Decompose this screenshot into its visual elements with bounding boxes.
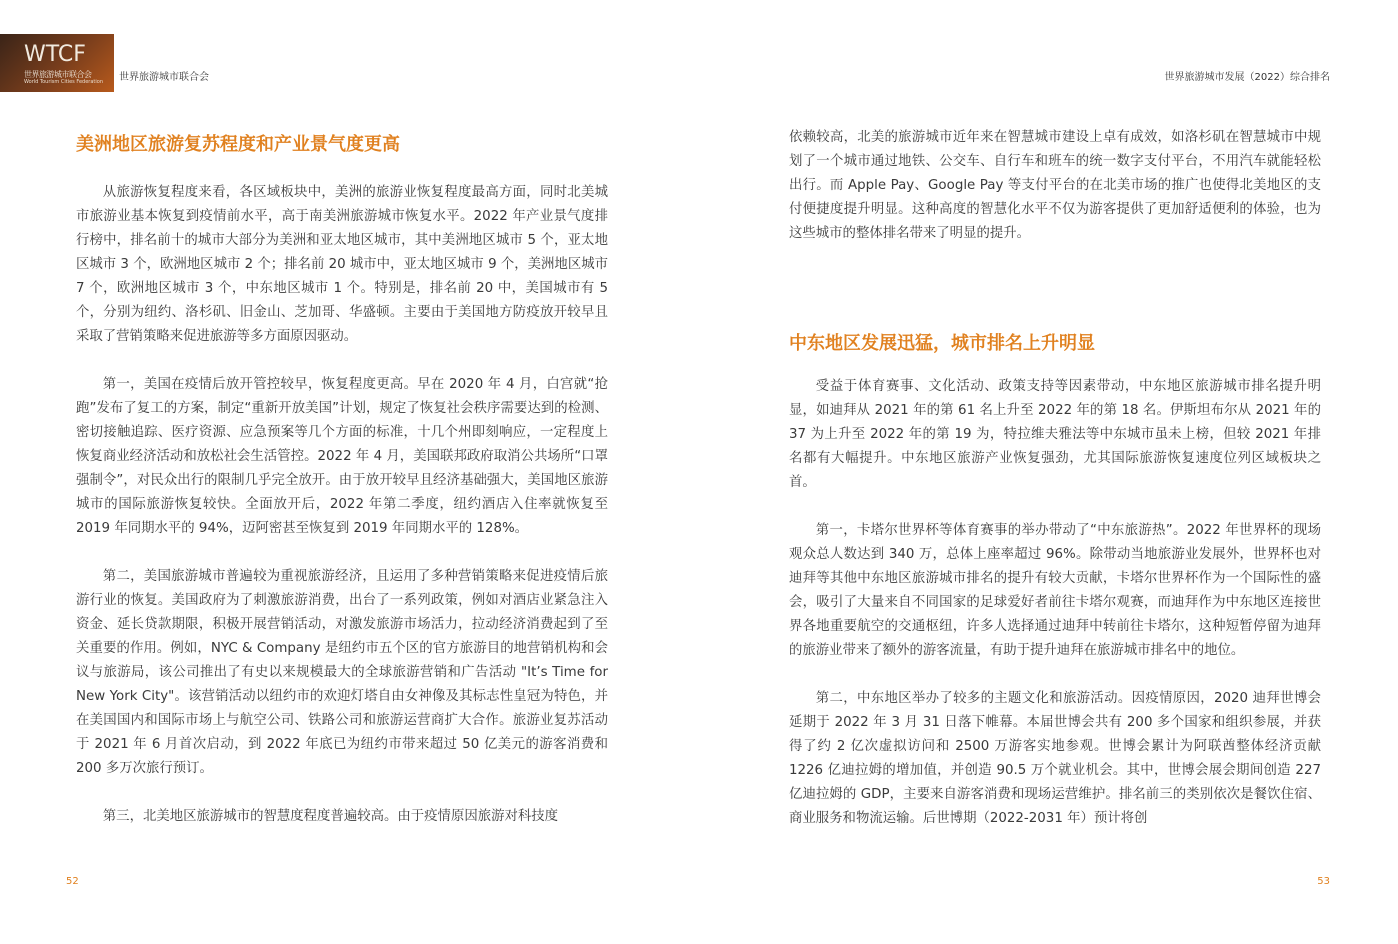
paragraph: 第二，美国旅游城市普遍较为重视旅游经济，且运用了多种营销策略来促进疫情后旅游行业的恢复。美国政府为了刺激旅游消费，出台了一系列政策，例如对酒店业紧急注入资金、延长贷款期限，积极开展营销活动，对激发旅游市场活力，拉动经济消费起到了至关重要的作用。例如，NYC & Company 是纽约市五个区的官方旅游目的地营销机构和会议与旅游局，该公司推出了有史以来规模最大的全球旅游营销和广告活动 "It’s Time for New York City"。该营销活动以纽约市的欢迎灯塔自由女神像及其标志性皇冠为特色，并在美国国内和国际市场上与航空公司、铁路公司和旅游运营商扩大合作。旅游业复苏活动于 2021 年 6 月首次启动，到 2022 年底已为纽约市带来超过 50 亿美元的游客消费和 200 多万次旅行预订。 xyxy=(76,569,608,776)
paragraph: 第二，中东地区举办了较多的主题文化和旅游活动。因疫情原因，2020 迪拜世博会延期于 2022 年 3 月 31 日落下帷幕。本届世博会共有 200 多个国家和组织参展，并获得了约 2 亿次虚拟访问和 2500 万游客实地参观。世博会累计为阿联酋整体经济贡献 1226 亿迪拉姆的增加值，并创造 90.5 万个就业机会。其中，世博会展会期间创造 227 亿迪拉姆的 GDP，主要来自游客消费和现场运营维护。排名前三的类别依次是餐饮住宿、商业服务和物流运输。后世博期（2022-2031 年）预计将创 xyxy=(789,691,1321,826)
paragraph: 受益于体育赛事、文化活动、政策支持等因素带动，中东地区旅游城市排名提升明显，如迪拜从 2021 年的第 61 名上升至 2022 年的第 18 名。伊斯坦布尔从 2021 年的 37 为上升至 2022 年的第 19 为，特拉维夫雅法等中东城市虽未上榜，但较 2021 年排名都有大幅提升。中东地区旅游产业恢复强劲，尤其国际旅游恢复速度位列区域板块之首。 xyxy=(789,379,1321,490)
paragraph: 第一，卡塔尔世界杯等体育赛事的举办带动了“中东旅游热”。2022 年世界杯的现场观众总人数达到 340 万，总体上座率超过 96%。除带动当地旅游业发展外，世界杯也对迪拜等其他中东地区旅游城市排名的提升有较大贡献，卡塔尔世界杯作为一个国际性的盛会，吸引了大量来自不同国家的足球爱好者前往卡塔尔观赛，而迪拜作为中东地区连接世界各地重要航空的交通枢纽，许多人选择通过迪拜中转前往卡塔尔，这种短暂停留为迪拜的旅游业带来了额外的游客流量，有助于提升迪拜在旅游城市排名中的地位。 xyxy=(789,523,1321,658)
logo-chinese-name: 世界旅游城市联合会 xyxy=(24,70,92,79)
page-number-left: 52 xyxy=(66,876,79,887)
section-heading-americas: 美洲地区旅游复苏程度和产业景气度更高 xyxy=(76,134,400,155)
logo-english-name: World Tourism Cities Federation xyxy=(24,79,103,85)
paragraph: 从旅游恢复程度来看，各区域板块中，美洲的旅游业恢复程度最高方面，同时北美城市旅游业基本恢复到疫情前水平，高于南美洲旅游城市恢复水平。2022 年产业景气度排行榜中，排名前十的城市大部分为美洲和亚太地区城市，其中美洲地区城市 5 个，亚太地区城市 3 个，欧洲地区城市 2 个；排名前 20 城市中，亚太地区城市 9 个，美洲地区城市 7 个，欧洲地区城市 3 个，中东地区城市 1 个。特别是，排名前 20 中，美国城市有 5 个，分别为纽约、洛杉矶、旧金山、芝加哥、华盛顿。主要由于美国地方防疫放开较早且采取了营销策略来促进旅游等多方面原因驱动。 xyxy=(76,185,608,344)
section-heading-middle-east: 中东地区发展迅猛，城市排名上升明显 xyxy=(789,333,1095,354)
paragraph: 第三，北美地区旅游城市的智慧度程度普遍较高。由于疫情原因旅游对科技度 xyxy=(102,809,559,824)
page-number-right: 53 xyxy=(1317,876,1330,887)
left-page-column xyxy=(76,126,608,829)
wtcf-logo xyxy=(0,34,114,92)
paragraph: 第一，美国在疫情后放开管控较早，恢复程度更高。早在 2020 年 4 月，白宫就“抢跑”发布了复工的方案，制定“重新开放美国”计划，规定了恢复社会秩序需要达到的检测、密切接触追踪、医疗资源、应急预案等几个方面的标准，十几个州即刻响应，一定程度上恢复商业经济活动和放松社会生活管控。2022 年 4 月，美国联邦政府取消公共场所“口罩强制令”，对民众出行的限制几乎完全放开。由于放开较早且经济基础强大，美国地区旅游城市的国际旅游恢复较快。全面放开后，2022 年第二季度，纽约酒店入住率就恢复至 2019 年同期水平的 94%，迈阿密甚至恢复到 2019 年同期水平的 128%。 xyxy=(76,377,608,536)
paragraph-continuation: 依赖较高，北美的旅游城市近年来在智慧城市建设上卓有成效，如洛杉矶在智慧城市中规划了一个城市通过地铁、公交车、自行车和班车的统一数字支付平台，不用汽车就能轻松出行。而 Apple Pay、Google Pay 等支付平台的在北美市场的推广也使得北美地区的支付便捷度提升明显。这种高度的智慧化水平不仅为游客提供了更加舒适便利的体验，也为这些城市的整体排名带来了明显的提升。 xyxy=(789,130,1321,241)
organization-name: 世界旅游城市联合会 xyxy=(119,72,209,83)
report-title: 世界旅游城市发展（2022）综合排名 xyxy=(1164,72,1330,83)
logo-text: WTCF xyxy=(24,42,86,67)
right-page-column xyxy=(789,126,1321,831)
